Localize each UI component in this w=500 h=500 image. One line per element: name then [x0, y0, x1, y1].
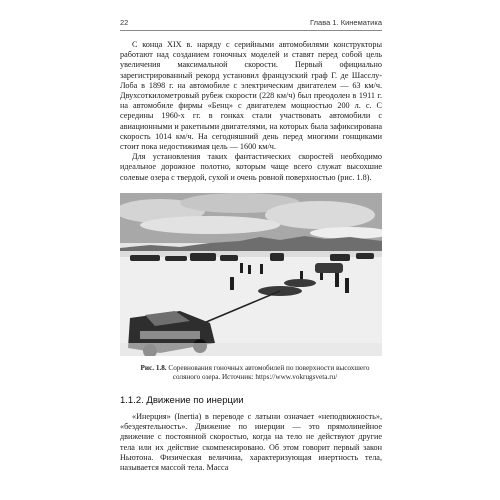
photo-illustration: [120, 193, 382, 356]
figure-label: Рис. 1.8.: [140, 364, 167, 372]
paragraph: «Инерция» (Inertia) в переводе с латыни означает «неподвижность», «бездеятельность». Движение по инерции — это прямолинейное движение с постоянной скоростью, когда на тело не действуют другие тела или их действие скомпенсировано. Об этом говорит первый закон Ньютона. Физическая величина, характеризующая инертность тела, называется массой тела. Масса: [120, 412, 382, 473]
inertia-paragraphs: [120, 412, 382, 473]
figure-caption: [132, 364, 378, 382]
running-header: [120, 16, 382, 31]
section-heading: 1.1.2. Движение по инерции: [120, 395, 244, 406]
page-number: 22: [120, 18, 129, 27]
salt-lake-race-photo: [120, 193, 382, 356]
figure-caption-text: Соревнования гоночных автомобилей по поверхности высохшего соляного озера. Источник: https://www.vokrugsveta.ru/: [166, 364, 370, 381]
paragraph: Для установления таких фантастических скоростей необходимо идеальное дорожное полотно, которым чаще всего служат высохшие солевые озера с твердой, сухой и очень ровной поверхностью (рис. 1.8).: [120, 152, 382, 182]
paragraph: С конца XIX в. наряду с серийными автомобилями конструкторы работают над созданием гоночных моделей и ставят перед собой цель увеличения максимальной скорости. Первый официально зарегистрированный рекорд установил французский граф Г. де Шасслу-Лоба в 1898 г. на автомобиле с электрическим двигателем — 63 км/ч. Двухсоткилометровый рубеж скорости (228 км/ч) был преодолен в 1911 г. на автомобиле фирмы «Бенц» с двигателем мощностью 200 л. с. С середины 1960-х гг. в гонках стали участвовать автомобили с авиационными и ракетными двигателями, на которых была зафиксирована скорость 1014 км/ч. На сегодняшний день перед многими гонщиками стоит пока недостижимая цель — 1600 км/ч.: [120, 40, 382, 152]
chapter-title: Глава 1. Кинематика: [310, 18, 382, 27]
intro-paragraphs: [120, 40, 382, 183]
